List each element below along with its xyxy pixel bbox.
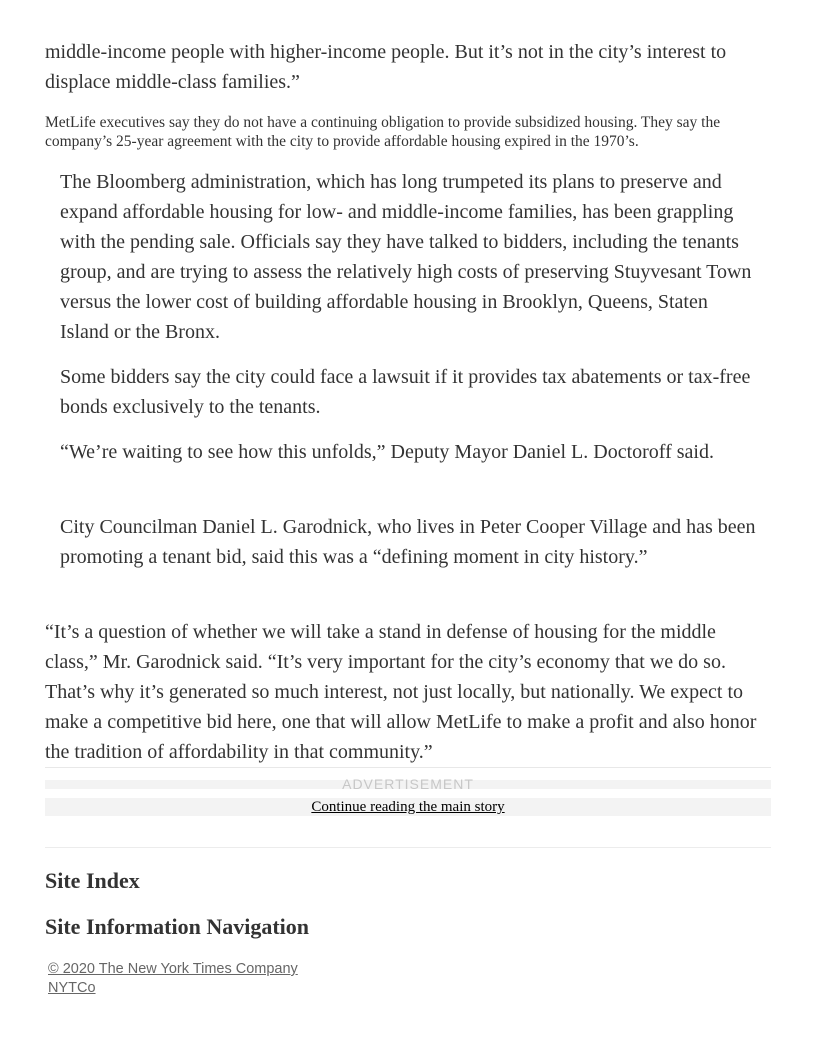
article-paragraph-lawsuit: Some bidders say the city could face a lawsuit if it provides tax abatements or tax-free bonds exclusively to the tenants.	[60, 366, 751, 418]
advertisement-label: ADVERTISEMENT	[342, 776, 474, 792]
article-paragraph-doctoroff-quote: “We’re waiting to see how this unfolds,” Deputy Mayor Daniel L. Doctoroff said.	[60, 441, 714, 463]
copyright-link[interactable]: © 2020 The New York Times Company	[48, 961, 298, 977]
footer-divider	[45, 847, 771, 848]
article-paragraph-garodnick: City Councilman Daniel L. Garodnick, who lives in Peter Cooper Village and has been promoting a tenant bid, said this was a “defining moment in city history.”	[60, 516, 756, 568]
continue-reading-link[interactable]: Continue reading the main story	[311, 799, 505, 815]
article-paragraph-bloomberg: The Bloomberg administration, which has long trumpeted its plans to preserve and expand affordable housing for low- and middle-income families, has been grappling with the pending sale. Officials say they have talked to bidders, including the tenants group, and are trying to assess the relatively high costs of preserving Stuyvesant Town versus the lower cost of building affordable housing in Brooklyn, Queens, Staten Island or the Bronx.	[60, 171, 752, 343]
site-index-heading: Site Index	[45, 868, 140, 893]
article-paragraph-continued: middle-income people with higher-income people. But it’s not in the city’s interest to displace middle-class families.”	[45, 41, 727, 93]
nytco-link[interactable]: NYTCo	[48, 980, 96, 996]
article-paragraph-garodnick-quote: “It’s a question of whether we will take a stand in defense of housing for the middle class,” Mr. Garodnick said. “It’s very important for the city’s economy that we do so. That’s why it’s generated so much interest, not just locally, but nationally. We expect to make a competitive bid here, one that will allow MetLife to make a profit and also honor the tradition of affordability in that community.”	[45, 621, 757, 763]
advertisement-divider	[45, 767, 771, 768]
footer-links	[48, 960, 298, 998]
article-paragraph-metlife-note: MetLife executives say they do not have a continuing obligation to provide subsidized housing. They say the company’s 25-year agreement with the city to provide affordable housing expired in the 1970’s.	[45, 114, 721, 150]
site-information-navigation-heading: Site Information Navigation	[45, 914, 309, 939]
